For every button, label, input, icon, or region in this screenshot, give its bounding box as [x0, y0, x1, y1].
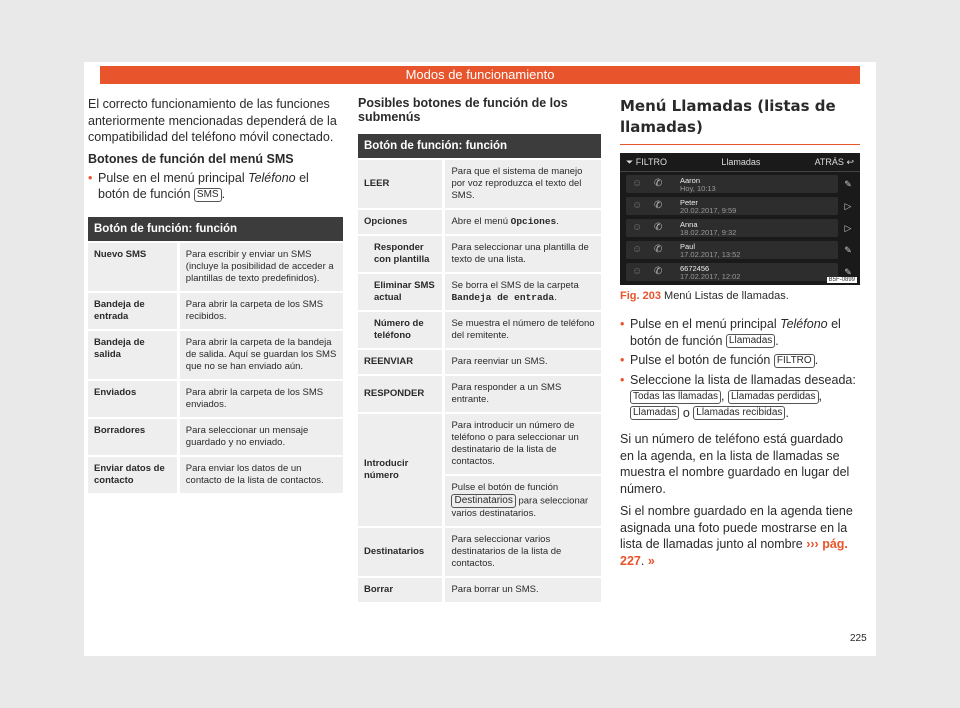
avatar-icon: ☺: [632, 266, 643, 277]
call-date: 17.02.2017, 13:52: [680, 250, 741, 259]
calls-bullet: • Pulse en el menú principal Teléfono el botón de función Llamadas .: [620, 316, 860, 349]
cell-key: Enviados: [88, 381, 180, 417]
cell-value: Para enviar los datos de un contacto de la lista de contactos.: [180, 457, 343, 493]
outgoing-call-icon: ✆: [654, 178, 663, 189]
outgoing-call-icon: ✆: [654, 200, 663, 211]
menu-name: Teléfono: [248, 170, 296, 185]
call-date: 17.02.2017, 12:02: [680, 272, 741, 281]
cell-value: Abre el menú Opciones.: [445, 210, 601, 234]
cell-value: Para escribir y enviar un SMS (incluye la posibilidad de acceder a plantillas de texto predefinidos).: [180, 243, 343, 291]
recipients-button[interactable]: Destinatarios: [451, 494, 515, 508]
text: Abre el menú: [451, 216, 511, 227]
call-name: Paul: [680, 242, 696, 251]
outgoing-call-icon: ✆: [654, 222, 663, 233]
call-date: Hoy, 10:13: [680, 184, 716, 193]
table-row: [358, 414, 601, 474]
submenu-table: [358, 132, 601, 604]
call-name: Peter: [680, 198, 698, 207]
call-name: Aaron: [680, 176, 701, 185]
page-reference-link[interactable]: ››› pág. 227: [620, 537, 848, 568]
paragraph-agenda: Si un número de teléfono está guardado en la agenda, en la lista de llamadas se muestra el nombre guardado en lugar del número.: [620, 432, 850, 496]
continue-icon: »: [647, 553, 655, 568]
column-submenus: [358, 96, 601, 604]
outgoing-call-icon: ✆: [654, 244, 663, 255]
back-icon: ↩: [846, 156, 854, 167]
cell-value: Para abrir la carpeta de los SMS enviados.: [180, 381, 343, 417]
filter-bullet: • Pulse el botón de función FILTRO .: [620, 352, 860, 369]
call-row[interactable]: [626, 175, 838, 193]
call-row[interactable]: [626, 197, 838, 215]
table-row: [88, 293, 343, 329]
cell-key: Nuevo SMS: [88, 243, 180, 291]
figure-text: Menú Listas de llamadas.: [664, 290, 789, 302]
cell-key: LEER: [358, 160, 445, 208]
menu-name: Opciones: [510, 216, 557, 227]
table-row: [358, 312, 601, 348]
calls-button[interactable]: Llamadas: [726, 334, 775, 348]
filter-button[interactable]: FILTRO: [774, 354, 815, 368]
table-row: [358, 528, 601, 576]
text: Se borra el SMS de la carpeta: [451, 280, 579, 291]
cell-value: Para que el sistema de manejo por voz reproduzca el texto del SMS.: [445, 160, 601, 208]
section-header: Modos de funcionamiento: [100, 66, 860, 84]
sms-button[interactable]: SMS: [194, 188, 222, 202]
call-date: 18.02.2017, 9:32: [680, 228, 737, 237]
table-row: [88, 419, 343, 455]
text: para seleccionar varios destinatarios.: [451, 495, 589, 519]
page-number: 225: [850, 633, 867, 644]
intro-text: El correcto funcionamiento de las funciones anteriormente mencionadas dependerá de la compatibilidad del teléfono móvil conectado.: [88, 97, 337, 144]
table-row: [358, 350, 601, 374]
outgoing-call-icon: ✆: [654, 266, 663, 277]
cell-key: Opciones: [358, 210, 445, 234]
call-name: 6672456: [680, 264, 710, 273]
missed-calls-button[interactable]: Llamadas perdidas: [728, 390, 819, 404]
text: Pulse en el menú principal: [98, 170, 249, 185]
cell-value: Para introducir un número de teléfono o para seleccionar un destinatario de la lista de contactos.: [445, 414, 601, 474]
cell-key: RESPONDER: [358, 376, 445, 412]
call-row[interactable]: [626, 263, 838, 281]
cell-key: Número de teléfono: [358, 312, 445, 348]
submenu-subtitle: Posibles botones de función de los submenús: [358, 96, 568, 124]
cell-value: Para seleccionar un mensaje guardado y no enviado.: [180, 419, 343, 455]
avatar-icon: ☺: [632, 222, 643, 233]
table-row: [358, 376, 601, 412]
column-sms: [88, 96, 343, 495]
back-label: ATRÁS: [814, 156, 844, 167]
cell-key: Bandeja de entrada: [88, 293, 180, 329]
edit-icon[interactable]: ✎: [844, 267, 852, 277]
table-header: Botón de función: función: [358, 134, 601, 158]
cell-key: Borrar: [358, 578, 445, 602]
play-icon[interactable]: ▷: [844, 223, 852, 233]
cell-key: Introducir número: [358, 414, 445, 526]
cell-key: Responder con plantilla: [358, 236, 445, 272]
table-header: Botón de función: función: [88, 217, 343, 241]
infotainment-screen: [620, 153, 860, 285]
cell-value: Para seleccionar una plantilla de texto de una lista.: [445, 236, 601, 272]
table-row: [358, 210, 601, 234]
table-row: [358, 160, 601, 208]
text: Pulse el botón de función: [451, 482, 559, 493]
cell-value: Para responder a un SMS entrante.: [445, 376, 601, 412]
call-row[interactable]: [626, 219, 838, 237]
edit-icon[interactable]: ✎: [844, 245, 852, 255]
avatar-icon: ☺: [632, 244, 643, 255]
cell-key: Enviar datos de contacto: [88, 457, 180, 493]
cell-value: Para abrir la carpeta de la bandeja de salida. Aquí se guardan los SMS que no se han enviado aún.: [180, 331, 343, 379]
screen-title: Llamadas: [721, 157, 761, 167]
figure-label: Fig. 203: [620, 290, 661, 302]
calls-title: Menú Llamadas (listas de llamadas): [620, 96, 860, 145]
cell-value: Para seleccionar varios destinatarios de la lista de contactos.: [445, 528, 601, 576]
table-row: [358, 236, 601, 272]
edit-icon[interactable]: ✎: [844, 179, 852, 189]
back-button[interactable]: [815, 157, 854, 168]
dialed-calls-button[interactable]: Llamadas: [630, 406, 679, 420]
text: Si el nombre guardado en la agenda tiene asignada una foto puede mostrarse en la lista de llamadas junto al nombre: [620, 504, 853, 551]
cell-key: Bandeja de salida: [88, 331, 180, 379]
filter-icon: ⏷: [626, 156, 634, 167]
table-row: [88, 457, 343, 493]
cell-value: Para borrar un SMS.: [445, 578, 601, 602]
all-calls-button[interactable]: Todas las llamadas: [630, 390, 721, 404]
cell-key: Borradores: [88, 419, 180, 455]
screen-topbar: [620, 153, 860, 172]
cell-key: Destinatarios: [358, 528, 445, 576]
cell-value: Para reenviar un SMS.: [445, 350, 601, 374]
cell-key: REENVIAR: [358, 350, 445, 374]
call-name: Anna: [680, 220, 698, 229]
text: Pulse el botón de función: [630, 353, 774, 367]
sms-subtitle: Botones de función del menú SMS: [88, 151, 294, 166]
call-row[interactable]: [626, 241, 838, 259]
cell-value: [445, 476, 601, 526]
text: el botón de función: [630, 317, 841, 348]
text: o: [679, 405, 694, 420]
sms-table: [88, 215, 343, 495]
cell-value: Se borra el SMS de la carpeta Bandeja de entrada.: [445, 274, 601, 310]
text: Pulse en el menú principal: [630, 317, 781, 331]
call-date: 20.02.2017, 9:59: [680, 206, 737, 215]
figure-code: B5F-0899: [828, 277, 855, 283]
received-calls-button[interactable]: Llamadas recibidas: [693, 406, 785, 420]
text: Seleccione la lista de llamadas deseada:: [630, 372, 856, 387]
cell-key: Eliminar SMS actual: [358, 274, 445, 310]
select-list-bullet: • Seleccione la lista de llamadas deseada: Todas las llamadas , Llamadas perdidas , Llamadas o Llamadas recibidas .: [620, 372, 860, 422]
paragraph-photo: Si el nombre guardado en la agenda tiene asignada una foto puede mostrarse en la lista de llamadas junto al nombre ››› pág. 227. »: [620, 504, 853, 568]
play-icon[interactable]: ▷: [844, 201, 852, 211]
table-row: [358, 274, 601, 310]
filter-button[interactable]: [626, 157, 667, 168]
table-row: [358, 578, 601, 602]
figure-caption: [620, 290, 860, 302]
table-row: [88, 381, 343, 417]
sms-bullet: • Pulse en el menú principal Teléfono el botón de función SMS .: [88, 170, 343, 203]
folder-name: Bandeja de entrada: [451, 292, 555, 303]
avatar-icon: ☺: [632, 200, 643, 211]
column-calls: [620, 96, 860, 575]
cell-value: Para abrir la carpeta de los SMS recibidos.: [180, 293, 343, 329]
cell-value: Se muestra el número de teléfono del remitente.: [445, 312, 601, 348]
table-row: [88, 243, 343, 291]
filter-label: FILTRO: [635, 156, 668, 167]
avatar-icon: ☺: [632, 178, 643, 189]
table-row: [88, 331, 343, 379]
text: el botón de función: [98, 170, 309, 201]
menu-name: Teléfono: [780, 317, 828, 331]
